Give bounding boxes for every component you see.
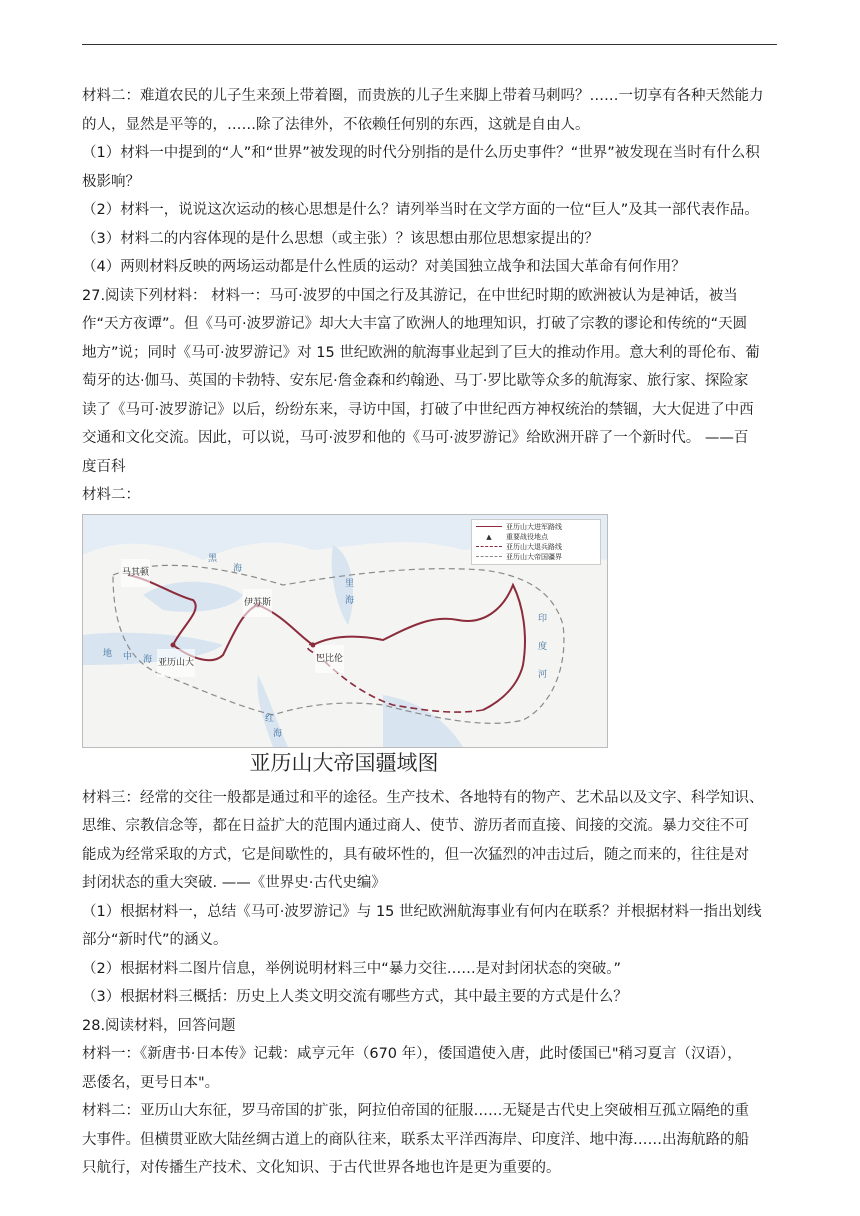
river-label: 度 xyxy=(538,641,548,652)
river-label: 河 xyxy=(538,669,548,680)
sea-label: 海 xyxy=(233,563,243,574)
sea-label: 海 xyxy=(345,595,355,606)
legend-item: 亚历山大进军路线 xyxy=(476,522,596,532)
legend-item: 亚历山大退兵路线 xyxy=(476,542,596,552)
legend-item: ▲ 重要战役地点 xyxy=(476,532,596,542)
question-line: （3）材料二的内容体现的是什么思想（或主张）？该思想由那位思想家提出的？ xyxy=(82,230,599,247)
problem-27-line: 27.阅读下列材料： 材料一：马可·波罗的中国之行及其游记，在中世纪时期的欧洲被认为是神话，被当 xyxy=(82,287,738,304)
material-2-label: 材料二： xyxy=(82,487,140,503)
sea-label: 中 xyxy=(123,651,133,662)
problem-27-line: 萄牙的达·伽马、英国的卡勃特、安东尼·詹金森和约翰逊、马丁·罗比歇等众多的航海家、旅行家、探险家 xyxy=(82,373,749,389)
question-line: （4）两则材料反映的两场运动都是什么性质的运动？对美国独立战争和法国大革命有何作用？ xyxy=(82,259,686,275)
map-legend xyxy=(471,519,601,565)
border-line-swatch xyxy=(476,556,502,557)
sea-label: 里 xyxy=(345,578,355,589)
material-3-line: 材料三：经常的交往一般都是通过和平的途径。生产技术、各地特有的物产、艺术品以及文字、科学知识、 xyxy=(82,789,764,806)
place-label-alexandria: 亚历山大 xyxy=(157,649,195,678)
place-label-babylon: 巴比伦 xyxy=(315,645,344,674)
battle-marker-icon: ▲ xyxy=(486,532,492,541)
alexander-empire-map xyxy=(82,514,608,748)
problem-27-line: 交通和文化交流。因此，可以说，马可·波罗和他的《马可·波罗游记》给欧洲开辟了一个新时代。 ——百 xyxy=(82,430,749,446)
problem-27-line: 读了《马可·波罗游记》以后，纷纷东来，寻访中国，打破了中世纪西方神权统治的禁锢，大大促进了中西 xyxy=(82,401,754,418)
sea-label: 海 xyxy=(273,728,283,739)
header-rule xyxy=(82,44,777,45)
place-label-macedonia: 马其顿 xyxy=(121,559,150,588)
sea-label: 海 xyxy=(143,654,153,665)
problem-27-line: 作“天方夜谭”。但《马可·波罗游记》却大大丰富了欧洲人的地理知识，打破了宗教的谬论和传统的“天圆 xyxy=(82,316,748,332)
problem-28-line: 材料一：《新唐书·日本传》记载：咸亨元年（670 年），倭国遣使入唐，此时倭国已"稍习夏言（汉语）， xyxy=(82,1046,742,1062)
problem-27-line: 度百科 xyxy=(82,458,126,475)
map-caption: 亚历山大帝国疆域图 xyxy=(249,750,439,775)
question-line: （2）根据材料二图片信息，举例说明材料三中“暴力交往……是对封闭状态的突破。” xyxy=(82,960,621,977)
sea-label: 地 xyxy=(103,648,113,659)
question-line: （3）根据材料三概括：历史上人类文明交流有哪些方式，其中最主要的方式是什么？ xyxy=(82,989,628,1005)
place-label-issus: 伊苏斯 xyxy=(243,589,272,618)
problem-28-line: 大事件。但横贯亚欧大陆丝绸古道上的商队往来，联系太平洋西海岸、印度洋、地中海……出海航路的船 xyxy=(82,1131,749,1148)
solid-line-swatch xyxy=(476,526,502,527)
question-line: （1）材料一中提到的“人”和“世界”被发现的时代分别指的是什么历史事件？“世界”被发现在当时有什么积 xyxy=(82,145,760,161)
problem-28-title: 28.阅读材料，回答问题 xyxy=(82,1017,236,1034)
river-label: 印 xyxy=(538,613,548,624)
document-body xyxy=(82,82,782,1183)
material-3-line: 封闭状态的重大突破. ——《世界史·古代史编》 xyxy=(82,875,386,891)
material-2-line: 的人，显然是平等的，……除了法律外，不依赖任何别的东西，这就是自由人。 xyxy=(82,116,590,133)
question-line: （1）根据材料一，总结《马可·波罗游记》与 15 世纪欧洲航海事业有何内在联系？并根据材料一指出划线 xyxy=(82,903,762,920)
material-3-line: 思维、宗教信念等，都在日益扩大的范围内通过商人、使节、游历者而直接、间接的交流。暴力交往不可 xyxy=(82,818,749,834)
problem-28-line: 恶倭名，更号日本"。 xyxy=(82,1074,220,1091)
sea-label: 红 xyxy=(265,713,275,724)
question-line: 极影响？ xyxy=(82,173,140,190)
question-line: 部分“新时代”的涵义。 xyxy=(82,932,228,948)
dashed-line-swatch xyxy=(476,546,502,547)
problem-27-line: 地方”说；同时《马可·波罗游记》对 15 世纪欧洲的航海事业起到了巨大的推动作用。意大利的哥伦布、葡 xyxy=(82,344,760,361)
problem-28-line: 只航行，对传播生产技术、文化知识、于古代世界各地也许是更为重要的。 xyxy=(82,1160,561,1176)
legend-item: 亚历山大帝国疆界 xyxy=(476,552,596,562)
sea-label: 黑 xyxy=(208,553,218,564)
question-line: （2）材料一，说说这次运动的核心思想是什么？请列举当时在文学方面的一位“巨人”及其一部代表作品。 xyxy=(82,202,759,218)
material-2-line: 材料二：难道农民的儿子生来颈上带着圈，而贵族的儿子生来脚上带着马刺吗？……一切享有各种天然能力 xyxy=(82,88,764,104)
problem-28-line: 材料二：亚历山大东征，罗马帝国的扩张，阿拉伯帝国的征服……无疑是古代史上突破相互孤立隔绝的重 xyxy=(82,1103,749,1119)
material-3-line: 能成为经常采取的方式，它是间歇性的，具有破坏性的，但一次猛烈的冲击过后，随之而来的，往往是对 xyxy=(82,846,749,863)
